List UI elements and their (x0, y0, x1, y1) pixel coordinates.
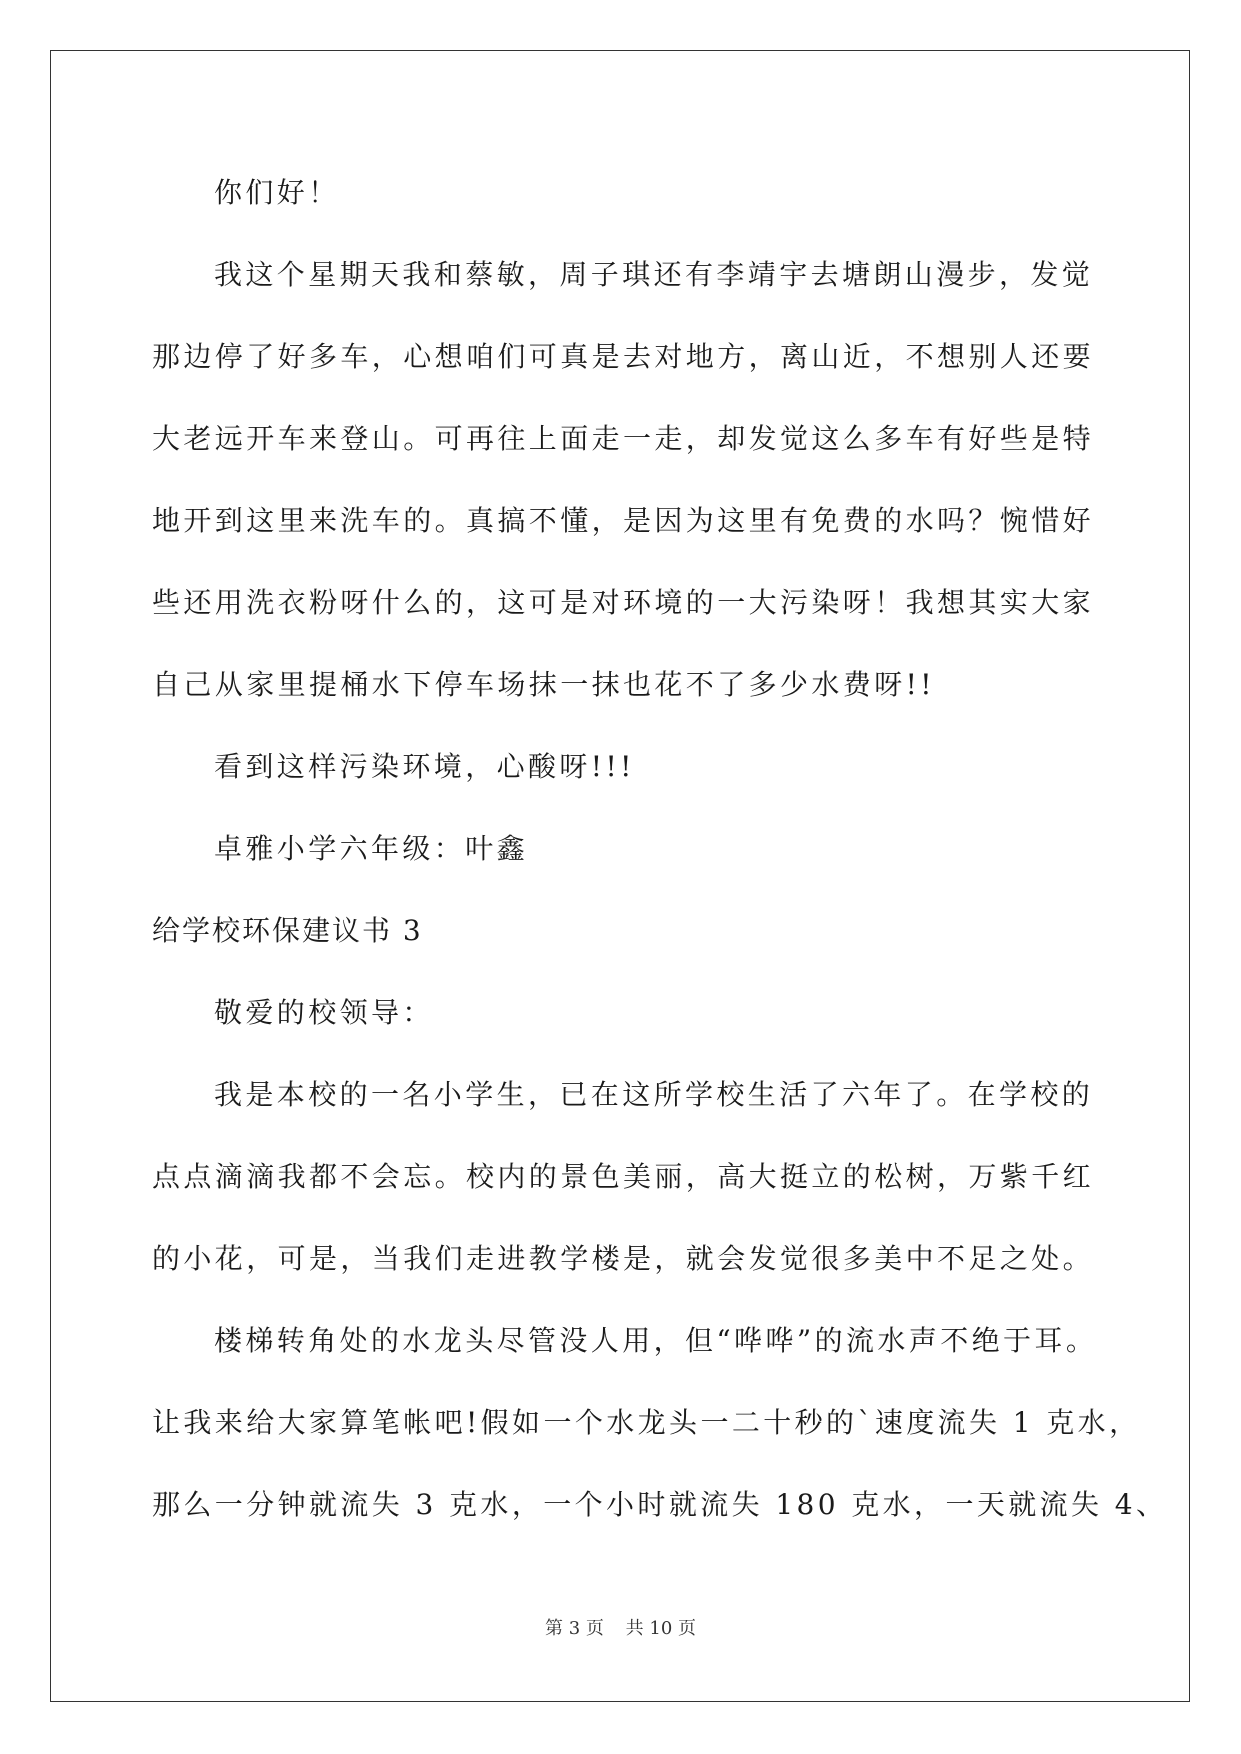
paragraph-line: 看到这样污染环境，心酸呀!!! (214, 750, 635, 783)
paragraph-line: 些还用洗衣粉呀什么的，这可是对环境的一大污染呀！我想其实大家 (152, 586, 1095, 619)
page-footer (0, 1617, 1241, 1641)
paragraph-line: 我是本校的一名小学生，已在这所学校生活了六年了。在学校的 (214, 1078, 1094, 1111)
document-body (152, 168, 1168, 1562)
paragraph-line: 地开到这里来洗车的。真搞不懂，是因为这里有免费的水吗？惋惜好 (152, 504, 1095, 537)
paragraph-line: 我这个星期天我和蔡敏，周子琪还有李靖宇去塘朗山漫步，发觉 (214, 258, 1094, 291)
paragraph-line: 楼梯转角处的水龙头尽管没人用，但“哗哗”的流水声不绝于耳。 (214, 1324, 1098, 1357)
paragraph-line: 那边停了好多车，心想咱们可真是去对地方，离山近，不想别人还要 (152, 340, 1095, 373)
signature-line: 卓雅小学六年级：叶鑫 (214, 832, 529, 865)
section-heading: 给学校环保建议书 3 (152, 914, 423, 947)
paragraph-line: 让我来给大家算笔帐吧!假如一个水龙头一二十秒的`速度流失 1 克水， (152, 1406, 1141, 1439)
greeting: 你们好！ (214, 176, 340, 209)
paragraph-line: 那么一分钟就流失 3 克水，一个小时就流失 180 克水，一天就流失 4、 (152, 1488, 1168, 1521)
page-total: 共 10 页 (625, 1618, 696, 1639)
paragraph-line: 自己从家里提桶水下停车场抹一抹也花不了多少水费呀!! (152, 668, 935, 701)
page-number: 第 3 页 (545, 1618, 604, 1639)
paragraph-line: 大老远开车来登山。可再往上面走一走，却发觉这么多车有好些是特 (152, 422, 1095, 455)
salutation: 敬爱的校领导： (214, 996, 434, 1029)
paragraph-line: 的小花，可是，当我们走进教学楼是，就会发觉很多美中不足之处。 (152, 1242, 1095, 1275)
paragraph-line: 点点滴滴我都不会忘。校内的景色美丽，高大挺立的松树，万紫千红 (152, 1160, 1095, 1193)
